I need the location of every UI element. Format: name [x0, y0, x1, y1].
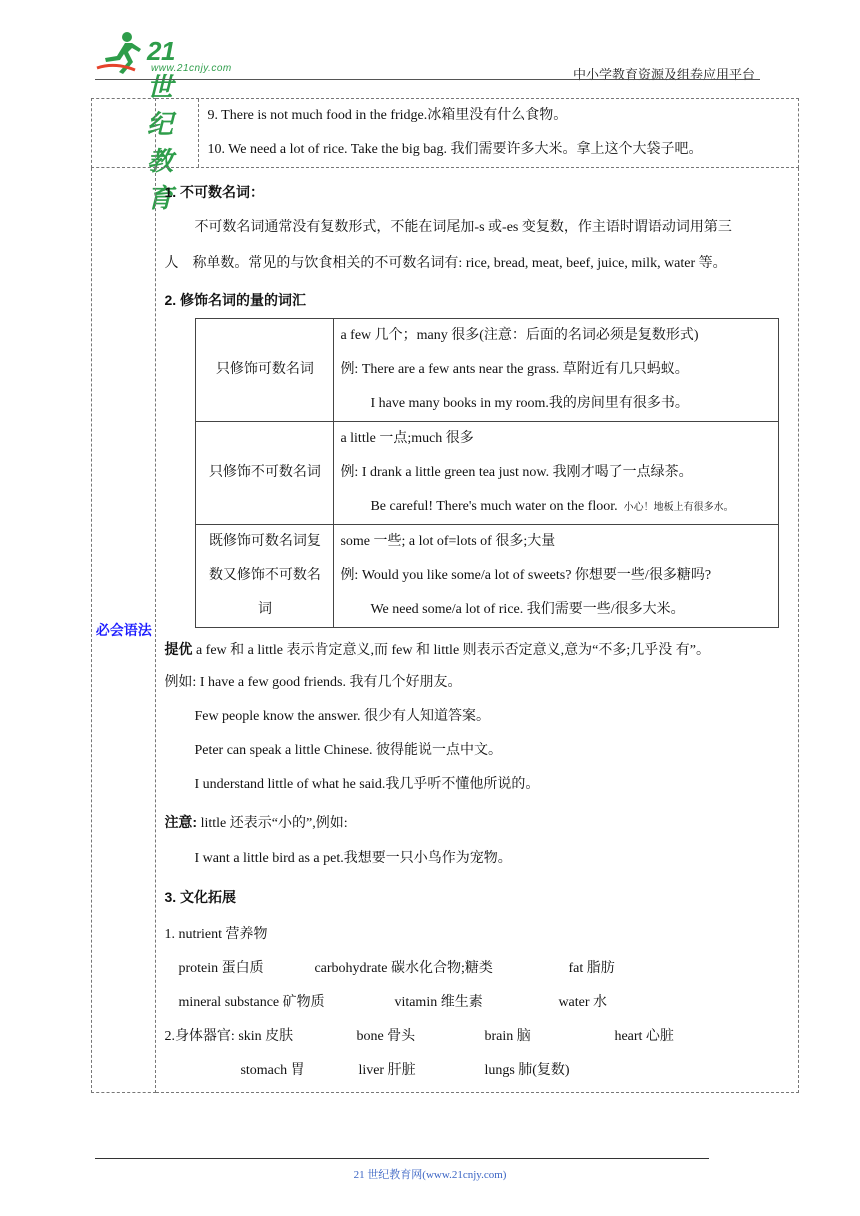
example-line: I understand little of what he said.我几乎听不懂他所说的。	[194, 777, 540, 792]
runner-icon	[95, 30, 147, 76]
footer-divider	[95, 1158, 709, 1159]
table-row: 既修饰可数名词复 数又修饰不可数名 词 some 一些; a lot of=lots of 很多;大量 例: Would you like some/a lot of sweets? 你想要一些/很多糖吗? We need some/a lot of rice. 我们需要一些/很多大米。	[196, 525, 779, 628]
heading-culture: 3. 文化拓展	[164, 889, 237, 905]
footer-text: 21 世纪教育网(www.21cnjy.com)	[353, 1169, 507, 1181]
example-line: Few people know the answer. 很少有人知道答案。	[194, 709, 490, 724]
paragraph-line: 不可数名词通常没有复数形式，不能在词尾加-s 或-es 变复数，作主语时谓语动词用第三	[194, 220, 732, 235]
table-row: 只修饰不可数名词 a little 一点;much 很多 例: I drank a little green tea just now. 我刚才喝了一点绿茶。 Be careful! There's much water on the floor. 小心！地板上有很多水。	[196, 422, 779, 525]
table-row: 只修饰可数名词 a few 几个；many 很多(注意：后面的名词必须是复数形式) 例: There are a few ants near the grass. 草附近有几只蚂蚁。 I have many books in my room.我的房间里有很多书。	[196, 319, 779, 422]
table-row	[92, 168, 799, 1093]
culture-line: stomach 胃 liver 肝脏 lungs 肺(复数)	[240, 1063, 570, 1078]
paragraph-line: 人 称单数。常见的与饮食相关的不可数名词有: rice, bread, meat, beef, juice, milk, water 等。	[164, 256, 727, 271]
quantifier-table	[195, 318, 779, 628]
content-table	[91, 98, 799, 1093]
heading-quantifiers: 2. 修饰名词的量的词汇	[164, 292, 307, 308]
heading-uncountable: 1. 不可数名词：	[164, 184, 265, 200]
logo-text: 21世纪教育	[147, 36, 175, 213]
culture-line: protein 蛋白质 carbohydrate 碳水化合物;糖类 fat 脂肪	[178, 961, 615, 976]
example-line: I want a little bird as a pet.我想要一只小鸟作为宠物。	[194, 851, 512, 866]
tip-line: 提优 a few 和 a little 表示肯定意义,而 few 和 little 则表示否定意义,意为“不多;几乎没 有”。	[164, 641, 710, 658]
note-line: 注意: little 还表示“小的”,例如:	[164, 814, 348, 831]
header-divider	[95, 79, 760, 80]
platform-title: 中小学教育资源及组卷应用平台	[572, 67, 755, 82]
sentence-9: 9. There is not much food in the fridge.冰箱里没有什么食物。	[207, 108, 568, 123]
example-line: Peter can speak a little Chinese. 彼得能说一点中文。	[194, 743, 502, 758]
sentence-10: 10. We need a lot of rice. Take the big bag. 我们需要许多大米。拿上这个大袋子吧。	[207, 142, 703, 157]
culture-line: 1. nutrient 营养物	[164, 927, 268, 942]
culture-line: 2.身体器官: skin 皮肤 bone 骨头 brain 脑 heart 心脏	[164, 1029, 674, 1044]
logo-url: www.21cnjy.com	[151, 63, 232, 74]
section-label: 必会语法	[92, 168, 156, 1093]
table-row	[92, 99, 799, 168]
example-line: 例如: I have a few good friends. 我有几个好朋友。	[164, 675, 462, 690]
culture-line: mineral substance 矿物质 vitamin 维生素 water 水	[178, 995, 608, 1010]
